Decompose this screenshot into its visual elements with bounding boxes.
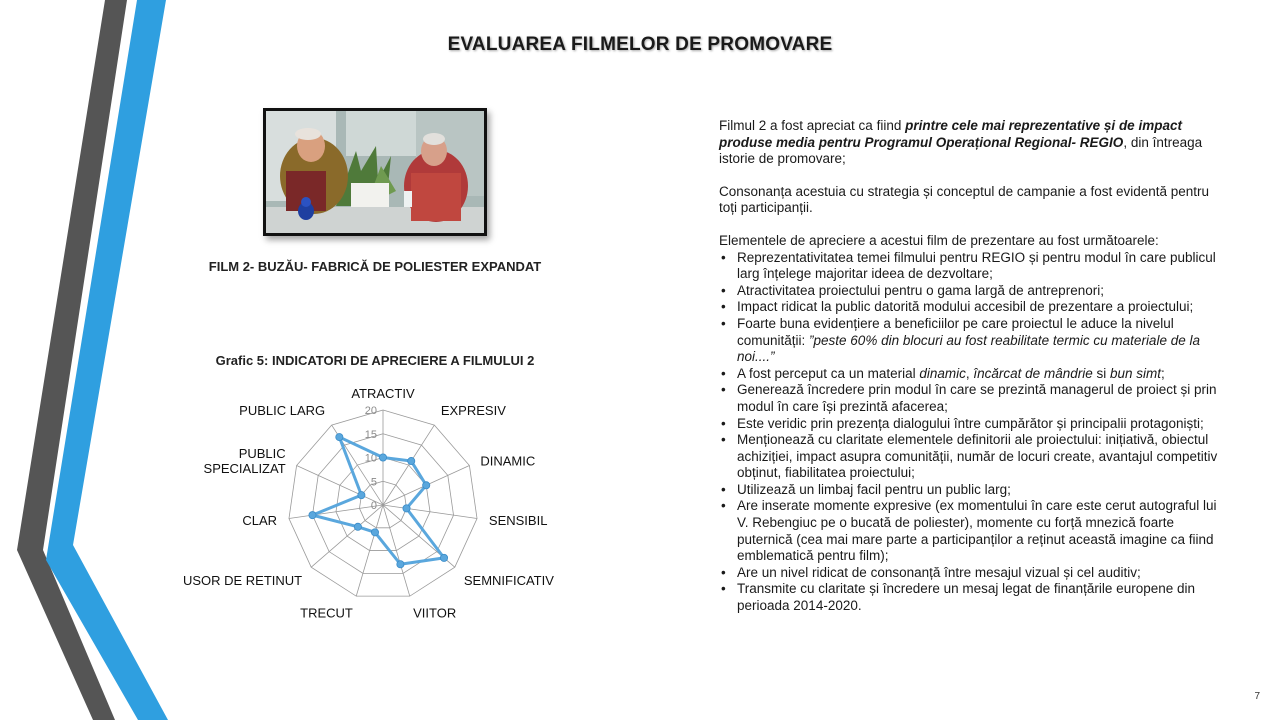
category-label: PUBLIC SPECIALIZAT bbox=[203, 446, 286, 477]
category-label: DINAMIC bbox=[480, 453, 536, 469]
data-point bbox=[397, 561, 404, 568]
data-point bbox=[379, 454, 386, 461]
data-point bbox=[354, 523, 361, 530]
data-point bbox=[336, 433, 343, 440]
list-item bbox=[719, 366, 1219, 383]
data-point bbox=[440, 554, 447, 561]
radar-chart bbox=[180, 380, 580, 620]
data-point bbox=[371, 529, 378, 536]
data-point bbox=[358, 492, 365, 499]
radar-grid bbox=[289, 410, 477, 596]
film-still-image bbox=[263, 108, 487, 236]
chart-title-prefix: Grafic 5: bbox=[215, 353, 272, 368]
list-item-text: ; bbox=[1161, 365, 1165, 381]
tick-label: 20 bbox=[364, 405, 377, 417]
data-point bbox=[423, 482, 430, 489]
category-label: SENSIBIL bbox=[488, 513, 548, 529]
data-point bbox=[408, 457, 415, 464]
list-item-text: A fost perceput ca un material bbox=[737, 365, 920, 381]
p1-text: Filmul 2 a fost apreciat ca fiind bbox=[719, 118, 906, 133]
paragraph-consonance: Consonanța acestuia cu strategia și conceptul de campanie a fost evidentă pentru toți participanții. bbox=[719, 183, 1210, 216]
p1-emphasis: printre cele mai reprezentative și de impact produse media pentru Programul Operațional Regional- REGIO bbox=[719, 118, 1182, 150]
page-title: EVALUAREA FILMELOR DE PROMOVARE bbox=[447, 34, 833, 55]
radar-series bbox=[309, 433, 448, 567]
appreciation-list bbox=[719, 250, 1219, 615]
tick-label: 10 bbox=[364, 452, 377, 465]
category-label: VIITOR bbox=[413, 605, 457, 621]
list-item: • Are inserate momente expresive (ex momentului în care este cerut autograful lui V. Rebengiuc pe o bucată de poliester), momente cu forță mnezică foarte puternică (cea mai mare parte a participanților a reținut această imagine ca fiind emblematică pentru film); bbox=[719, 498, 1219, 564]
data-point bbox=[309, 512, 316, 519]
list-item: • Transmite cu claritate și încredere un mesaj legat de finanțările europene din perioada 2014-2020. bbox=[719, 581, 1219, 614]
radar-tick-labels bbox=[365, 405, 377, 512]
tick-label: 0 bbox=[370, 500, 377, 512]
tick-label: 5 bbox=[370, 476, 377, 489]
tick-label: 15 bbox=[364, 428, 377, 441]
list-item: • Reprezentativitatea temei filmului pentru REGIO și pentru modul în care publicul larg înțelege majoritar ideea de dezvoltare; bbox=[719, 250, 1219, 283]
list-item: • Generează încredere prin modul în care se prezintă managerul de proiect și prin modul în care își prezintă afacerea; bbox=[719, 382, 1219, 415]
list-item-italic: dinamic bbox=[919, 365, 966, 381]
category-label: USOR DE RETINUT bbox=[182, 573, 303, 589]
page-number: 7 bbox=[1254, 691, 1260, 702]
paragraph-elements-intro: Elementele de apreciere a acestui film de prezentare au fost următoarele: bbox=[719, 232, 1159, 248]
chart-title-main: INDICATORI DE APRECIERE A FILMULUI 2 bbox=[271, 353, 535, 368]
category-label: TRECUT bbox=[300, 605, 353, 621]
list-item: • Impact ridicat la public datorită modului accesibil de prezentare a proiectului; bbox=[719, 299, 1219, 316]
paragraph-appreciation bbox=[719, 118, 1219, 168]
category-label: EXPRESIV bbox=[440, 402, 506, 418]
category-label: CLAR bbox=[242, 513, 278, 529]
gray-chevron-stripe bbox=[17, 0, 127, 720]
p1-text-end: , din întreaga istorie de promovare; bbox=[719, 134, 1203, 167]
list-item: • Are un nivel ridicat de consonanță între mesajul vizual și cel auditiv; bbox=[719, 565, 1219, 582]
list-item-italic: bun simt bbox=[1109, 365, 1162, 381]
list-item-text: si bbox=[1092, 365, 1110, 381]
category-label: SEMNIFICATIV bbox=[463, 573, 554, 589]
list-item-text: , bbox=[965, 365, 974, 381]
radar-category-labels bbox=[183, 386, 554, 621]
series-line bbox=[312, 437, 444, 564]
film-caption: FILM 2- BUZĂU- FABRICĂ DE POLIESTER EXPANDAT bbox=[208, 259, 542, 274]
grid-spoke bbox=[383, 505, 477, 519]
list-item-text: Foarte buna evidențiere a beneficiilor pe care proiectul le aduce la nivelul comunității: bbox=[737, 315, 1174, 348]
list-item bbox=[719, 316, 1219, 366]
list-item: • Este veridic prin prezența dialogului între cumpărător și principalii protagoniști; bbox=[719, 416, 1219, 433]
category-label: ATRACTIV bbox=[351, 386, 415, 401]
list-item-quote: ”peste 60% din blocuri au fost reabilitate termic cu materiale de la noi....” bbox=[737, 332, 1200, 365]
list-item-italic: încărcat de mândrie bbox=[973, 365, 1093, 381]
list-item: • Atractivitatea proiectului pentru o gama largă de antreprenori; bbox=[719, 283, 1219, 300]
data-point bbox=[403, 505, 410, 512]
chart-title bbox=[150, 353, 600, 368]
film-still-illustration bbox=[266, 111, 484, 233]
category-label: PUBLIC LARG bbox=[239, 402, 326, 418]
description-text bbox=[719, 118, 1219, 615]
list-item: • Utilizează un limbaj facil pentru un public larg; bbox=[719, 482, 1219, 499]
list-item: • Menționează cu claritate elementele definitorii ale proiectului: inițiativă, obiectul achiziției, impact asupra comunității, număr de locuri create, avantajul competitiv obținut, fiabilitatea proiectului; bbox=[719, 432, 1219, 482]
